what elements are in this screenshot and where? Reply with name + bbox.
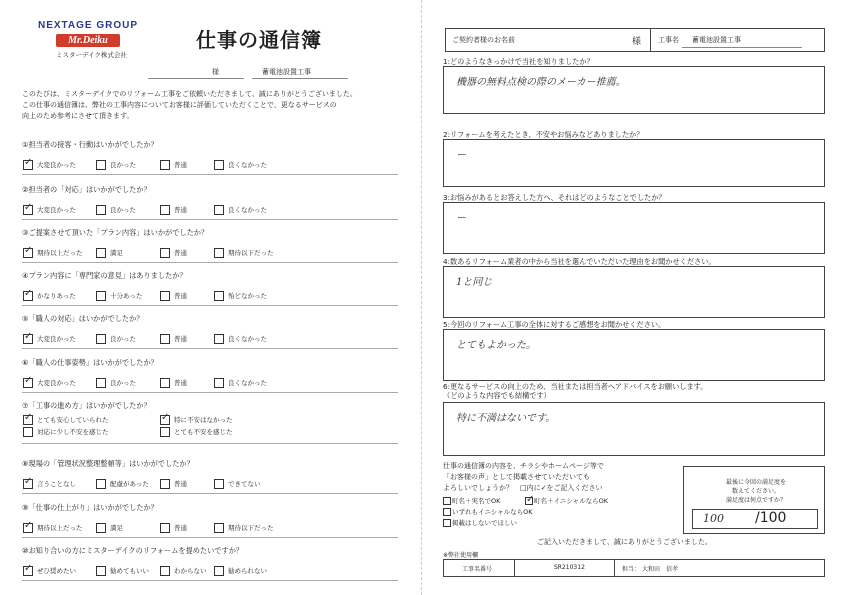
answer-option-label: 大変良かった bbox=[37, 335, 76, 343]
office-use-box bbox=[443, 559, 825, 577]
answer-checkbox[interactable] bbox=[214, 378, 224, 388]
answer-option-label: 勧めてもいい bbox=[110, 567, 149, 575]
answer-checkbox[interactable] bbox=[160, 205, 170, 215]
answer-option-label: 期待以下だった bbox=[228, 249, 274, 257]
answer-checkbox[interactable] bbox=[96, 205, 106, 215]
permission-option-2: 町名＋イニシャルならOK bbox=[534, 497, 608, 505]
handwritten-answer: 1と同じ bbox=[456, 277, 493, 288]
answer-checkbox[interactable] bbox=[23, 415, 33, 425]
answer-option-label: 期待以下だった bbox=[228, 524, 274, 532]
answer-option-label: 良かった bbox=[110, 206, 136, 214]
answer-option-label: 普通 bbox=[174, 335, 187, 343]
answer-box[interactable] bbox=[443, 329, 825, 381]
answer-checkbox[interactable] bbox=[96, 334, 106, 344]
answer-checkbox[interactable] bbox=[23, 248, 33, 258]
score-prompt-3: 満足度は何点ですか？ bbox=[726, 497, 787, 504]
answer-checkbox[interactable] bbox=[160, 415, 170, 425]
answer-checkbox[interactable] bbox=[160, 523, 170, 533]
permission-option-4: 掲載はしないでほしい bbox=[452, 519, 517, 527]
work-value: 蓄電池設置工事 bbox=[692, 36, 741, 44]
question-separator bbox=[22, 262, 398, 263]
question-separator bbox=[22, 493, 398, 494]
answer-checkbox[interactable] bbox=[160, 160, 170, 170]
answer-option-label: 満足 bbox=[110, 249, 123, 257]
header-separator bbox=[650, 29, 651, 51]
answer-option-label: 普通 bbox=[174, 480, 187, 488]
answer-option-label: 特に不安はなかった bbox=[174, 416, 233, 424]
answer-option-label: 普通 bbox=[174, 524, 187, 532]
answer-option-label: 普通 bbox=[174, 161, 187, 169]
answer-option-label: 良くなかった bbox=[228, 335, 267, 343]
work-underline bbox=[682, 47, 802, 48]
answer-option-label: 普通 bbox=[174, 379, 187, 387]
answer-option-label: 良くなかった bbox=[228, 161, 267, 169]
question-separator bbox=[22, 219, 398, 220]
answer-option-label: 良かった bbox=[110, 335, 136, 343]
name-label: ご契約者様のお名前 bbox=[452, 36, 515, 44]
answer-option-label: とても不安を感じた bbox=[174, 428, 233, 436]
answer-checkbox[interactable] bbox=[96, 160, 106, 170]
office-use-label: ※弊社使用欄 bbox=[443, 552, 479, 559]
permission-checkbox-4[interactable] bbox=[443, 519, 451, 527]
answer-checkbox[interactable] bbox=[96, 248, 106, 258]
permission-checkbox-2[interactable] bbox=[525, 497, 533, 505]
answer-checkbox[interactable] bbox=[160, 291, 170, 301]
left-question-title: ④プラン内容に「専門家の意見」はありましたか？ bbox=[22, 271, 187, 280]
answer-checkbox[interactable] bbox=[23, 334, 33, 344]
answer-checkbox[interactable] bbox=[214, 566, 224, 576]
answer-checkbox[interactable] bbox=[160, 378, 170, 388]
left-question-title: ⑨「仕事の仕上がり」はいかがでしたか？ bbox=[22, 503, 158, 512]
mr-deiku-logo bbox=[56, 34, 120, 47]
answer-option-label: 良かった bbox=[110, 161, 136, 169]
answer-option-label: わからない bbox=[174, 567, 207, 575]
score-value: 100 bbox=[703, 512, 724, 525]
answer-checkbox[interactable] bbox=[160, 479, 170, 489]
answer-option-label: 大変良かった bbox=[37, 206, 76, 214]
answer-option-label: 普通 bbox=[174, 249, 187, 257]
question-separator bbox=[22, 392, 398, 393]
logo-brand-text: Mr.Deiku bbox=[68, 35, 108, 46]
answer-box[interactable] bbox=[443, 139, 825, 187]
answer-checkbox[interactable] bbox=[23, 205, 33, 215]
answer-checkbox[interactable] bbox=[160, 334, 170, 344]
nextage-logo bbox=[38, 20, 138, 31]
answer-option-label: 十分あった bbox=[110, 292, 143, 300]
answer-checkbox[interactable] bbox=[23, 427, 33, 437]
answer-checkbox[interactable] bbox=[214, 160, 224, 170]
score-input[interactable] bbox=[692, 509, 818, 529]
answer-checkbox[interactable] bbox=[96, 291, 106, 301]
answer-checkbox[interactable] bbox=[96, 523, 106, 533]
permission-checkbox-1[interactable] bbox=[443, 497, 451, 505]
work-no-label: 工事名番号 bbox=[462, 566, 493, 573]
right-question-title: 6:更なるサービスの向上のため、当社または担当者へアドバイスをお願いします。 bbox=[443, 382, 708, 391]
answer-option-label: 大変良かった bbox=[37, 161, 76, 169]
score-prompt-1: 最後に今回の満足度を bbox=[726, 479, 787, 486]
answer-option-label: 期待以上だった bbox=[37, 524, 83, 532]
answer-option-label: 満足 bbox=[110, 524, 123, 532]
left-question-title: ⑧現場の「管理状況整理整頓等」はいかがでしたか？ bbox=[22, 459, 194, 468]
handwritten-answer: とてもよかった。 bbox=[456, 340, 536, 351]
answer-box[interactable] bbox=[443, 402, 825, 456]
answer-box[interactable] bbox=[443, 202, 825, 254]
staff-name: 大和田 信孝 bbox=[642, 566, 679, 573]
question-separator bbox=[22, 305, 398, 306]
intro-line-3: 向上のため参考にさせて頂きます。 bbox=[22, 112, 134, 120]
handwritten-answer: 特に不満はないです。 bbox=[456, 413, 556, 424]
answer-checkbox[interactable] bbox=[23, 291, 33, 301]
right-question-title: 5:今回のリフォーム工事の全体に対するご感想をお聞かせください。 bbox=[443, 320, 666, 329]
left-question-title: ⑦「工事の進め方」はいかがでしたか？ bbox=[22, 401, 151, 410]
right-question-title: 3:お悩みがあるとお答えした方へ、それはどのようなことでしたか？ bbox=[443, 193, 666, 202]
left-question-title: ⑤「職人の対応」はいかがでしたか？ bbox=[22, 314, 144, 323]
intro-line-1: このたびは、ミスターデイクでのリフォーム工事をご依頼いただきまして、誠にありがとうございました。 bbox=[22, 90, 357, 98]
answer-option-label: 大変良かった bbox=[37, 379, 76, 387]
answer-checkbox[interactable] bbox=[160, 427, 170, 437]
answer-checkbox[interactable] bbox=[160, 566, 170, 576]
answer-box[interactable] bbox=[443, 266, 825, 318]
answer-option-label: できてない bbox=[228, 480, 261, 488]
score-box bbox=[683, 466, 825, 534]
permission-line-2: 「お客様の声」として掲載させていただいても bbox=[443, 473, 590, 481]
answer-option-label: 殆どなかった bbox=[228, 292, 267, 300]
work-name-line bbox=[252, 78, 348, 79]
answer-option-label: 普通 bbox=[174, 292, 187, 300]
answer-checkbox[interactable] bbox=[96, 378, 106, 388]
answer-checkbox[interactable] bbox=[23, 523, 33, 533]
answer-option-label: ぜひ奨めたい bbox=[37, 567, 76, 575]
right-question-title: （どのような内容でも結構です） bbox=[443, 391, 551, 400]
score-prompt-2: 数えてください。 bbox=[732, 488, 781, 495]
answer-option-label: かなりあった bbox=[37, 292, 76, 300]
logo-group-text: NEXTAGE GROUP bbox=[38, 20, 139, 31]
right-question-title: 1:どのようなきっかけで当社を知りましたか？ bbox=[443, 57, 594, 66]
answer-checkbox[interactable] bbox=[214, 205, 224, 215]
page-title: 仕事の通信簿 bbox=[196, 28, 322, 52]
permission-line-3: よろしいでしょうか？ □内に✓をご記入ください bbox=[443, 484, 603, 492]
work-name: 蓄電池設置工事 bbox=[262, 68, 311, 76]
handwritten-answer: 機器の無料点検の際のメーカー推薦。 bbox=[456, 77, 626, 88]
answer-option-label: 良くなかった bbox=[228, 206, 267, 214]
intro-line-2: この仕事の通信簿は、弊社の工事内容についてお客様に評価していただくことで、更なるサービスの bbox=[22, 101, 337, 109]
answer-option-label: 良くなかった bbox=[228, 379, 267, 387]
answer-option-label: とても安心していられた bbox=[37, 416, 109, 424]
answer-box[interactable] bbox=[443, 66, 825, 114]
footer-thanks: ご記入いただきまして、誠にありがとうございました。 bbox=[537, 538, 712, 546]
answer-option-label: 期待以上だった bbox=[37, 249, 83, 257]
question-separator bbox=[22, 537, 398, 538]
permission-checkbox-3[interactable] bbox=[443, 508, 451, 516]
answer-checkbox[interactable] bbox=[214, 248, 224, 258]
answer-checkbox[interactable] bbox=[214, 334, 224, 344]
answer-checkbox[interactable] bbox=[96, 479, 106, 489]
staff-label: 担当： bbox=[622, 566, 641, 573]
name-sama: 様 bbox=[632, 37, 642, 47]
work-no-value: SR210312 bbox=[554, 564, 585, 571]
left-question-title: ①担当者の接客・行動はいかがでしたか？ bbox=[22, 140, 158, 149]
answer-checkbox[interactable] bbox=[160, 248, 170, 258]
left-question-title: ③ご提案させて頂いた「プラン内容」はいかがでしたか？ bbox=[22, 228, 209, 237]
left-question-title: ⑩お知り合いの方にミスターデイクのリフォームを提めたいですか？ bbox=[22, 546, 244, 555]
answer-option-label: 良かった bbox=[110, 379, 136, 387]
question-separator bbox=[22, 174, 398, 175]
office-sep-2 bbox=[614, 560, 615, 576]
right-question-title: 2:リフォームを考えたとき、不安やお悩みなどありましたか？ bbox=[443, 130, 644, 139]
permission-line-1: 仕事の通信簿の内容を、チラシやホームページ等で bbox=[443, 462, 604, 470]
left-question-title: ②担当者の「対応」はいかがでしたか？ bbox=[22, 185, 151, 194]
answer-option-label: 言うことなし bbox=[37, 480, 76, 488]
answer-checkbox[interactable] bbox=[214, 523, 224, 533]
answer-checkbox[interactable] bbox=[23, 479, 33, 489]
answer-checkbox[interactable] bbox=[214, 291, 224, 301]
answer-checkbox[interactable] bbox=[96, 566, 106, 576]
right-page bbox=[421, 0, 842, 595]
work-label: 工事名 bbox=[658, 36, 679, 44]
answer-checkbox[interactable] bbox=[23, 160, 33, 170]
question-separator bbox=[22, 443, 398, 444]
customer-sama: 様 bbox=[212, 68, 219, 76]
company-name: ミスターデイク株式会社 bbox=[56, 51, 127, 59]
answer-option-label: 普通 bbox=[174, 206, 187, 214]
permission-option-1: 町名＋実名でOK bbox=[452, 497, 501, 505]
answer-checkbox[interactable] bbox=[23, 566, 33, 576]
score-max: /100 bbox=[755, 510, 787, 526]
answer-checkbox[interactable] bbox=[214, 479, 224, 489]
left-question-title: ⑥「職人の仕事姿勢」はいかがでしたか？ bbox=[22, 358, 158, 367]
question-separator bbox=[22, 348, 398, 349]
question-separator bbox=[22, 580, 398, 581]
office-sep-1 bbox=[514, 560, 515, 576]
permission-option-3: いずれもイニシャルならOK bbox=[452, 508, 533, 516]
answer-option-label: 配慮があった bbox=[110, 480, 149, 488]
right-question-title: 4:数あるリフォーム業者の中から当社を選んでいただいた理由をお聞かせください。 bbox=[443, 257, 716, 266]
handwritten-answer: ー bbox=[456, 150, 466, 161]
answer-option-label: 勧められない bbox=[228, 567, 267, 575]
answer-option-label: 対応に少し不安を感じた bbox=[37, 428, 109, 436]
answer-checkbox[interactable] bbox=[23, 378, 33, 388]
customer-name-line bbox=[148, 78, 244, 79]
contract-header-box bbox=[445, 28, 825, 52]
handwritten-answer: ー bbox=[456, 213, 466, 224]
